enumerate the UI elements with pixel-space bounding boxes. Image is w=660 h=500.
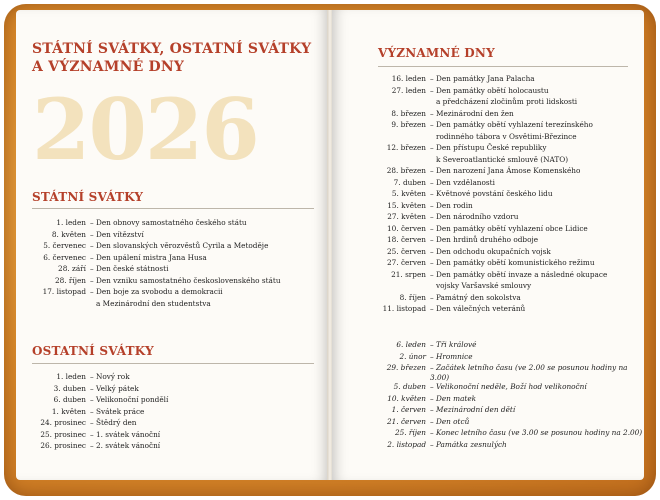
other-days-list	[372, 340, 644, 451]
list-item	[372, 340, 644, 352]
divider	[378, 66, 628, 67]
divider	[32, 208, 314, 209]
item-date: 5. květen	[391, 189, 426, 198]
list-item	[30, 384, 168, 396]
item-name: – Svátek práce	[90, 406, 145, 416]
item-date: 24. prosinec	[40, 418, 86, 427]
item-name: – Den památky obětí vyhlazení obce Lidice	[430, 223, 588, 233]
list-item	[372, 109, 607, 121]
item-date: 6. leden	[396, 340, 426, 349]
item-date: 5. duben	[393, 382, 426, 391]
list-item	[372, 201, 607, 213]
list-item	[30, 407, 168, 419]
item-name: – Květnové povstání českého lidu	[430, 189, 553, 198]
year-watermark: 2026	[32, 80, 258, 179]
list-item	[372, 247, 607, 259]
item-name: – Památka zesnulých	[430, 439, 507, 449]
list-item	[30, 299, 281, 311]
item-date: 16. leden	[391, 74, 426, 83]
item-date	[372, 281, 430, 293]
list-item	[30, 430, 168, 442]
item-name: – Den národního vzdoru	[430, 212, 519, 221]
list-item	[372, 86, 607, 98]
other-holidays-title: OSTATNÍ SVÁTKY	[32, 344, 154, 358]
list-item	[372, 440, 644, 452]
significant-days-title: VÝZNAMNÉ DNY	[378, 46, 495, 60]
item-name: – Velký pátek	[90, 383, 139, 393]
list-item	[30, 218, 281, 230]
list-item	[372, 258, 607, 270]
item-name: – Den přístupu České republiky	[430, 143, 547, 152]
list-item	[30, 276, 281, 288]
item-name: – Den odchodu okupačních vojsk	[430, 246, 551, 256]
item-name: – Den narození Jana Ámose Komenského	[430, 166, 581, 175]
item-name: – Velikonoční pondělí	[90, 395, 169, 404]
item-date: 1. leden	[56, 218, 86, 227]
item-date: 17. listopad	[42, 287, 86, 296]
item-name: – Tři králové	[430, 340, 477, 349]
list-item	[372, 304, 607, 316]
item-name: – Den vzdělanosti	[430, 177, 495, 187]
item-name: – Den památky obětí komunistického režimu	[430, 258, 595, 267]
item-name: – Den české státnosti	[90, 264, 169, 273]
right-page	[332, 10, 644, 480]
item-name: – Den rodin	[430, 200, 473, 210]
item-name: – Den památky obětí vyhlazení terezínského	[430, 120, 593, 129]
other-holidays-list	[30, 372, 168, 453]
item-name: – Nový rok	[90, 372, 130, 381]
item-name: – Hromnice	[430, 351, 473, 361]
item-name: – Konec letního času (ve 3.00 se posunou hodiny na 2.00)	[430, 428, 643, 437]
item-date: 12. březen	[386, 143, 426, 152]
item-name: – Den otců	[430, 416, 470, 426]
item-date: 27. květen	[387, 212, 426, 221]
item-date: 27. červen	[387, 258, 426, 267]
item-date: 18. červen	[387, 235, 426, 244]
item-name: – Štědrý den	[90, 418, 137, 427]
list-item	[372, 394, 644, 406]
item-date: 8. květen	[51, 229, 86, 239]
list-item	[372, 97, 607, 109]
item-date	[372, 97, 430, 109]
item-name: – Mezinárodní den dětí	[430, 405, 516, 414]
title-line-2: A VÝZNAMNÉ DNY	[32, 59, 185, 75]
item-date: 1. květen	[51, 406, 86, 416]
list-item	[30, 264, 281, 276]
list-item	[30, 372, 168, 384]
list-item	[372, 270, 607, 282]
item-name: – Začátek letního času (ve 2.00 se posunou hodiny na 3.00)	[430, 363, 628, 382]
left-page	[16, 10, 328, 480]
list-item	[372, 132, 607, 144]
item-date	[372, 155, 430, 167]
item-date: 6. červenec	[43, 252, 86, 262]
item-date	[372, 132, 430, 144]
item-date: 26. prosinec	[40, 441, 86, 450]
item-date: 7. duben	[393, 177, 426, 187]
item-name: – Velikonoční neděle, Boží hod velikonoční	[430, 382, 587, 391]
item-name: – Den hrdinů druhého odboje	[430, 235, 539, 244]
item-date: 25. prosinec	[40, 429, 86, 439]
item-name: – Den upálení mistra Jana Husa	[90, 252, 207, 262]
significant-days-list	[372, 74, 607, 316]
item-name: a předcházení zločinům proti lidskosti	[436, 97, 578, 106]
list-item	[372, 224, 607, 236]
item-name: – Den vítězství	[90, 229, 144, 239]
list-item	[372, 405, 644, 417]
item-date	[30, 299, 90, 311]
item-name: – Den památky obětí holocaustu	[430, 85, 549, 95]
item-date: 1. leden	[56, 372, 86, 381]
item-date: 11. listopad	[382, 304, 426, 313]
item-date: 28. říjen	[54, 275, 86, 285]
item-name: – Den matek	[430, 393, 477, 403]
item-name: rodinného tábora v Osvětimi-Březince	[436, 131, 577, 141]
list-item	[372, 189, 607, 201]
item-name: – 1. svátek vánoční	[90, 429, 161, 439]
item-name: – Den boje za svobodu a demokracii	[90, 287, 223, 296]
list-item	[372, 155, 607, 167]
item-name: – Den válečných veteránů	[430, 304, 526, 313]
list-item	[30, 241, 281, 253]
item-date: 25. říjen	[394, 428, 426, 437]
item-name: – Památný den sokolstva	[430, 292, 521, 302]
item-date: 2. listopad	[387, 439, 426, 449]
item-name: – 2. svátek vánoční	[90, 441, 161, 450]
list-item	[30, 395, 168, 407]
list-item	[372, 212, 607, 224]
list-item	[372, 382, 644, 394]
list-item	[372, 143, 607, 155]
item-date: 5. červenec	[43, 241, 86, 250]
item-date: 9. březen	[391, 120, 426, 129]
list-item	[30, 230, 281, 242]
list-item	[372, 352, 644, 364]
item-date: 10. květen	[387, 393, 426, 403]
list-item	[372, 74, 607, 86]
list-item	[30, 253, 281, 265]
item-date: 8. březen	[391, 108, 426, 118]
item-date: 28. září	[58, 264, 86, 273]
item-name: – Den památky Jana Palacha	[430, 74, 535, 83]
list-item	[30, 287, 281, 299]
item-date: 10. červen	[387, 223, 426, 233]
item-name: – Mezinárodní den žen	[430, 108, 514, 118]
list-item	[30, 418, 168, 430]
list-item	[372, 363, 644, 382]
list-item	[372, 417, 644, 429]
item-date: 6. duben	[53, 395, 86, 404]
item-date: 21. červen	[387, 416, 426, 426]
item-date: 2. únor	[399, 351, 426, 361]
list-item	[30, 441, 168, 453]
item-date: 29. březen	[386, 363, 426, 372]
item-date: 15. květen	[387, 200, 426, 210]
list-item	[372, 235, 607, 247]
item-name: – Den obnovy samostatného českého státu	[90, 218, 247, 227]
item-date: 28. březen	[386, 166, 426, 175]
item-date: 8. říjen	[399, 292, 426, 302]
item-date: 1. červen	[391, 405, 426, 414]
item-name: vojsky Varšavské smlouvy	[436, 281, 532, 290]
state-holidays-list	[30, 218, 281, 310]
item-date: 21. srpen	[391, 269, 426, 279]
list-item	[372, 178, 607, 190]
list-item	[372, 120, 607, 132]
item-name: – Den vzniku samostatného československého státu	[90, 275, 281, 285]
page-title	[32, 40, 311, 76]
list-item	[372, 428, 644, 440]
item-name: a Mezinárodní den studentstva	[96, 298, 211, 308]
item-date: 3. duben	[53, 383, 86, 393]
list-item	[372, 281, 607, 293]
state-holidays-title: STÁTNÍ SVÁTKY	[32, 190, 144, 204]
title-line-1: STÁTNÍ SVÁTKY, OSTATNÍ SVÁTKY	[32, 41, 312, 57]
item-name: – Den slovanských věrozvěstů Cyrila a Metoděje	[90, 241, 269, 250]
list-item	[372, 166, 607, 178]
item-name: k Severoatlantické smlouvě (NATO)	[436, 154, 569, 164]
list-item	[372, 293, 607, 305]
divider	[32, 363, 314, 364]
item-date: 27. leden	[391, 85, 426, 95]
item-name: – Den památky obětí invaze a následné okupace	[430, 269, 608, 279]
item-date: 25. červen	[387, 246, 426, 256]
